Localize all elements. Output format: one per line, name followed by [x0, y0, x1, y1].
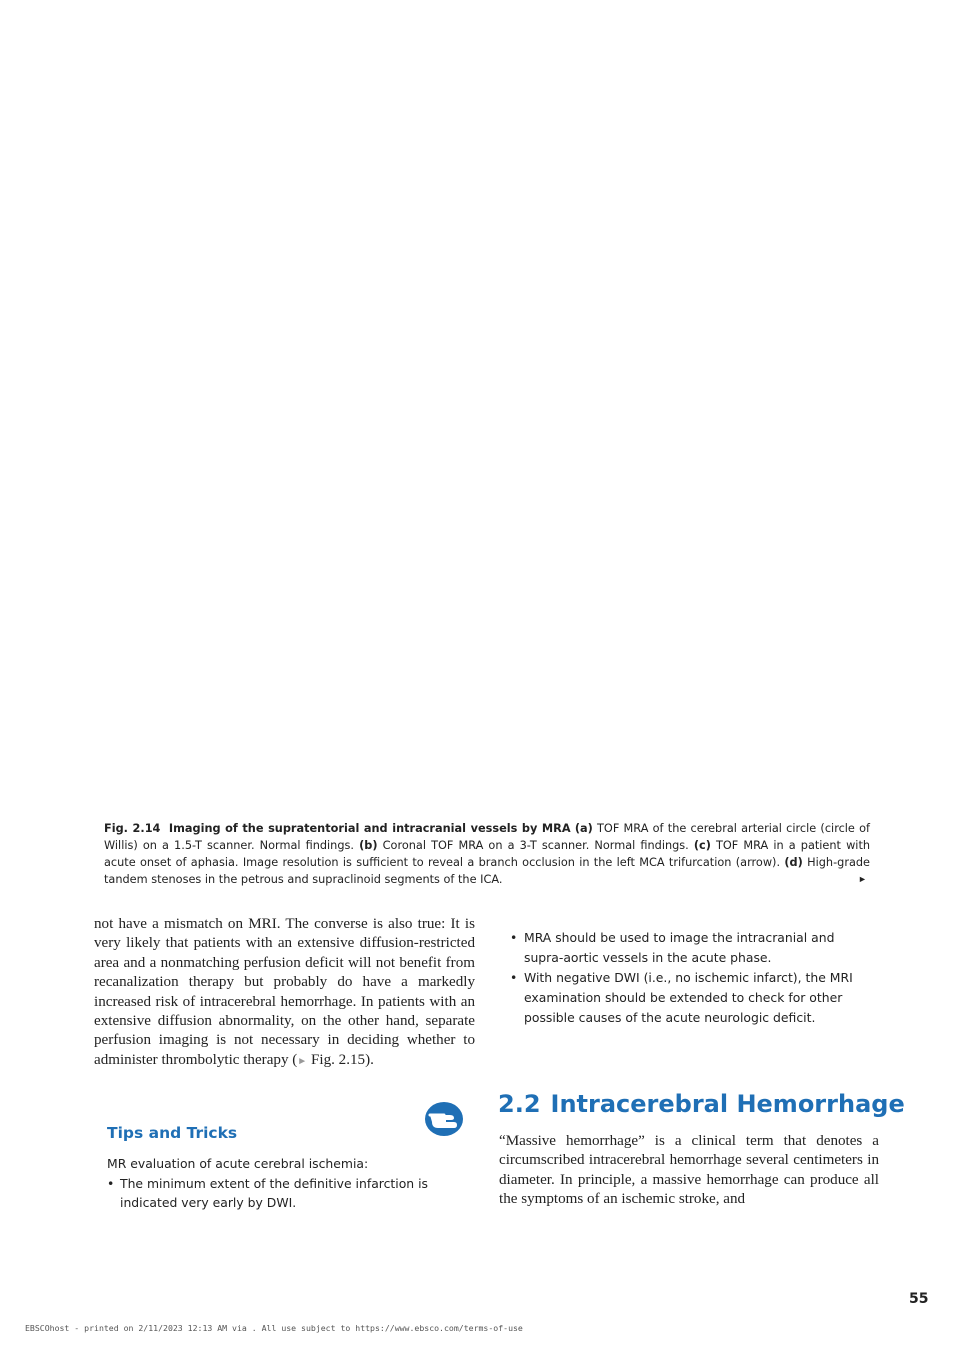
figure-reference-arrow-icon: ► — [297, 1055, 308, 1067]
list-item — [510, 928, 860, 968]
left-column-paragraph — [94, 915, 475, 1071]
list-item-text: MRA should be used to image the intracranial and supra-aortic vessels in the acute phase. — [524, 930, 835, 965]
pointing-hand-icon — [424, 1101, 464, 1137]
tips-title: Tips and Tricks — [107, 1124, 238, 1142]
left-paragraph-text: not have a mismatch on MRI. The converse is also true: It is very likely that patients with an extensive diffusion-restricted area and a nonmatching perfusion deficit will not benefit from recanalization therapy but probably do have a markedly increased risk of intracerebral hemorrhage. In patients with an extensive diffusion abnormality, on the other hand, separate perfusion imaging is not necessary in deciding whether to administer thrombolytic therapy ( — [94, 916, 475, 1068]
figure-caption — [104, 820, 870, 888]
left-paragraph-end: ). — [365, 1051, 374, 1068]
figure-label: Fig. 2.14 — [104, 822, 161, 835]
page-number: 55 — [909, 1291, 929, 1307]
section-heading — [498, 1090, 905, 1118]
section-number: 2.2 — [498, 1090, 541, 1118]
section-title: Intracerebral Hemorrhage — [550, 1090, 905, 1118]
figure-part-c-text: TOF MRA in a patient with acute onset of aphasia. Image resolution is sufficient to reveal a branch occlusion in the left MCA trifurcation (arrow). — [104, 839, 871, 869]
bullet-icon: • — [510, 930, 518, 945]
figure-part-d-text: High-grade tandem stenoses in the petrous and supraclinoid segments of the ICA. — [104, 856, 871, 886]
figure-part-d-tag: (d) — [784, 856, 803, 869]
list-item-text: With negative DWI (i.e., no ischemic infarct), the MRI examination should be extended to check for other possible causes of the acute neurologic deficit. — [524, 970, 853, 1025]
tips-intro: MR evaluation of acute cerebral ischemia: — [107, 1156, 369, 1171]
figure-part-a-text: TOF MRA of the cerebral arterial circle (circle of Willis) on a 1.5-T scanner. Normal findings. — [104, 822, 871, 852]
figure-title: Imaging of the supratentorial and intracranial vessels by MRA — [168, 822, 571, 835]
continued-arrow-icon: ► — [858, 874, 867, 884]
right-bullet-list — [510, 928, 860, 1028]
figure-part-c-tag: (c) — [693, 839, 711, 852]
list-item — [510, 968, 860, 1028]
right-column-paragraph: “Massive hemorrhage” is a clinical term that denotes a circumscribed intracerebral hemorrhage several centimeters in diameter. In principle, a massive hemorrhage can produce all the symptoms of an ischemic stroke, and — [499, 1133, 879, 1208]
figure-part-b-tag: (b) — [359, 839, 378, 852]
figure-reference-link[interactable]: Fig. 2.15 — [307, 1051, 366, 1068]
figure-image-area — [94, 40, 880, 800]
tips-body — [107, 1154, 459, 1213]
bullet-icon: • — [107, 1175, 115, 1191]
figure-part-b-text: Coronal TOF MRA on a 3-T scanner. Normal findings. — [382, 839, 689, 852]
figure-part-a-tag: (a) — [574, 822, 593, 835]
list-item — [107, 1174, 459, 1213]
bullet-icon: • — [510, 970, 518, 985]
list-item-text: The minimum extent of the definitive infarction is indicated very early by DWI. — [120, 1175, 428, 1211]
footer-notice: EBSCOhost - printed on 2/11/2023 12:13 AM via . All use subject to https://www.ebsco.com/terms-of-use — [25, 1323, 523, 1333]
